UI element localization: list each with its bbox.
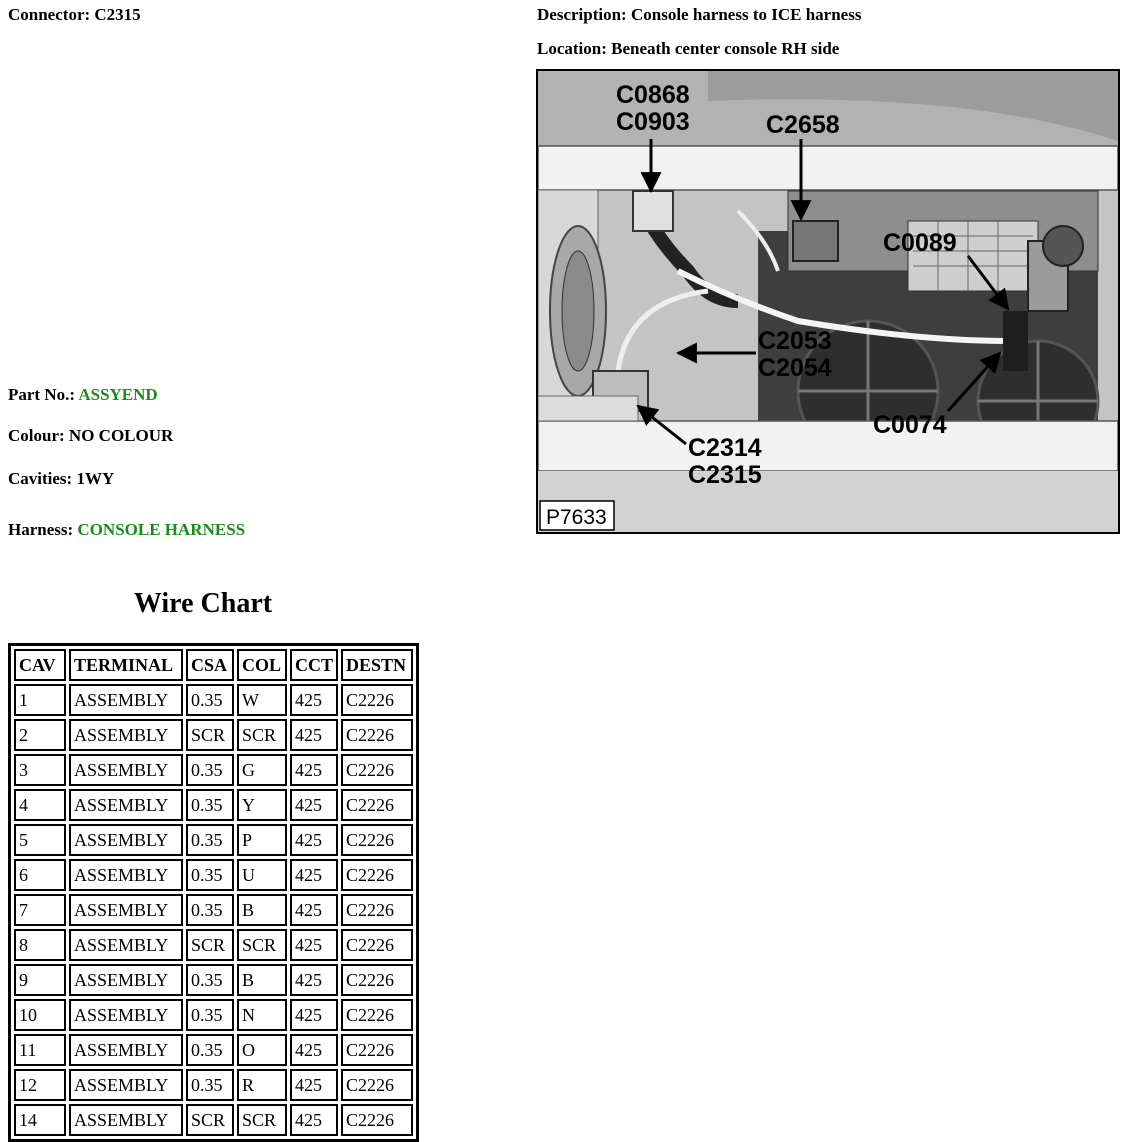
cell-cav: 5 [14, 824, 66, 856]
cell-terminal: ASSEMBLY [69, 789, 183, 821]
harness-field [8, 520, 245, 540]
cell-cav: 14 [14, 1104, 66, 1136]
cell-csa: SCR [186, 719, 234, 751]
cell-csa: 0.35 [186, 684, 234, 716]
cavities-value: 1WY [76, 469, 115, 488]
cell-col: N [237, 999, 287, 1031]
cell-col: R [237, 1069, 287, 1101]
cell-cav: 6 [14, 859, 66, 891]
cell-destn: C2226 [341, 684, 413, 716]
cell-col: SCR [237, 929, 287, 961]
callout-c2315: C2315 [688, 461, 762, 489]
cell-cav: 1 [14, 684, 66, 716]
cavities-label: Cavities: [8, 469, 73, 488]
cell-csa: 0.35 [186, 824, 234, 856]
cell-destn: C2226 [341, 789, 413, 821]
cell-col: B [237, 964, 287, 996]
cell-destn: C2226 [341, 1034, 413, 1066]
column-header-col: COL [237, 649, 287, 681]
description-value: Console harness to ICE harness [630, 5, 862, 24]
cavities-field [8, 469, 114, 489]
table-row [14, 789, 413, 821]
table-row [14, 964, 413, 996]
cell-cct: 425 [290, 964, 338, 996]
table-row [14, 684, 413, 716]
cell-csa: 0.35 [186, 964, 234, 996]
location-value: Beneath center console RH side [611, 39, 840, 58]
cell-destn: C2226 [341, 964, 413, 996]
cell-csa: 0.35 [186, 1069, 234, 1101]
cell-terminal: ASSEMBLY [69, 719, 183, 751]
column-header-destn: DESTN [341, 649, 413, 681]
table-row [14, 824, 413, 856]
cell-csa: 0.35 [186, 754, 234, 786]
cell-terminal: ASSEMBLY [69, 824, 183, 856]
cell-col: B [237, 894, 287, 926]
cell-cct: 425 [290, 754, 338, 786]
callout-c0074: C0074 [873, 411, 947, 439]
description-field [537, 5, 861, 25]
cell-cct: 425 [290, 999, 338, 1031]
table-row [14, 929, 413, 961]
cell-col: Y [237, 789, 287, 821]
cell-cct: 425 [290, 684, 338, 716]
cell-col: G [237, 754, 287, 786]
cell-cav: 10 [14, 999, 66, 1031]
cell-terminal: ASSEMBLY [69, 859, 183, 891]
harness-link[interactable]: CONSOLE HARNESS [77, 520, 246, 539]
cell-csa: SCR [186, 1104, 234, 1136]
cell-destn: C2226 [341, 929, 413, 961]
cell-terminal: ASSEMBLY [69, 964, 183, 996]
cell-terminal: ASSEMBLY [69, 929, 183, 961]
connector-field [8, 5, 141, 25]
colour-label: Colour: [8, 426, 65, 445]
cell-col: SCR [237, 1104, 287, 1136]
cell-csa: 0.35 [186, 1034, 234, 1066]
location-label: Location: [537, 39, 607, 58]
wire-chart-body [14, 684, 413, 1136]
cell-col: U [237, 859, 287, 891]
cell-terminal: ASSEMBLY [69, 1034, 183, 1066]
cell-cct: 425 [290, 789, 338, 821]
cell-destn: C2226 [341, 999, 413, 1031]
column-header-csa: CSA [186, 649, 234, 681]
cell-cct: 425 [290, 1104, 338, 1136]
table-row [14, 999, 413, 1031]
cell-csa: 0.35 [186, 859, 234, 891]
cell-cct: 425 [290, 1034, 338, 1066]
location-field [537, 39, 839, 59]
column-header-cct: CCT [290, 649, 338, 681]
cell-terminal: ASSEMBLY [69, 754, 183, 786]
cell-terminal: ASSEMBLY [69, 684, 183, 716]
callout-c0868: C0868 [616, 81, 690, 109]
part-no-field [8, 385, 158, 405]
table-row [14, 859, 413, 891]
callout-c2054: C2054 [758, 354, 832, 382]
cell-destn: C2226 [341, 719, 413, 751]
cell-csa: 0.35 [186, 999, 234, 1031]
colour-value: NO COLOUR [68, 426, 174, 445]
connector-label: Connector: [8, 5, 91, 24]
cell-destn: C2226 [341, 859, 413, 891]
description-label: Description: [537, 5, 627, 24]
part-no-label: Part No.: [8, 385, 76, 404]
cell-terminal: ASSEMBLY [69, 999, 183, 1031]
table-row [14, 1034, 413, 1066]
cell-csa: 0.35 [186, 894, 234, 926]
cell-cav: 11 [14, 1034, 66, 1066]
callout-c0089: C0089 [883, 229, 957, 257]
cell-destn: C2226 [341, 754, 413, 786]
wire-chart-title: Wire Chart [133, 588, 273, 619]
cell-cav: 4 [14, 789, 66, 821]
cell-destn: C2226 [341, 1104, 413, 1136]
cell-terminal: ASSEMBLY [69, 894, 183, 926]
cell-cav: 9 [14, 964, 66, 996]
wire-chart-header-row [14, 649, 413, 681]
column-header-cav: CAV [14, 649, 66, 681]
callout-c2658: C2658 [766, 111, 840, 139]
cell-cav: 8 [14, 929, 66, 961]
callout-c0903: C0903 [616, 108, 690, 136]
cell-cct: 425 [290, 719, 338, 751]
callout-c2314: C2314 [688, 434, 762, 462]
photo-illustration [538, 71, 1118, 532]
colour-field [8, 426, 173, 446]
cell-destn: C2226 [341, 824, 413, 856]
cell-col: P [237, 824, 287, 856]
connector-value: C2315 [94, 5, 141, 24]
harness-label: Harness: [8, 520, 74, 539]
table-row [14, 754, 413, 786]
table-row [14, 1069, 413, 1101]
cell-col: O [237, 1034, 287, 1066]
cell-terminal: ASSEMBLY [69, 1104, 183, 1136]
cell-col: SCR [237, 719, 287, 751]
callout-c2053: C2053 [758, 327, 832, 355]
cell-col: W [237, 684, 287, 716]
cell-cav: 2 [14, 719, 66, 751]
cell-terminal: ASSEMBLY [69, 1069, 183, 1101]
cell-cav: 3 [14, 754, 66, 786]
cell-cct: 425 [290, 894, 338, 926]
cell-cct: 425 [290, 859, 338, 891]
cell-cav: 7 [14, 894, 66, 926]
table-row [14, 1104, 413, 1136]
part-no-link[interactable]: ASSYEND [78, 385, 158, 404]
connector-location-photo [536, 69, 1120, 534]
cell-cav: 12 [14, 1069, 66, 1101]
table-row [14, 894, 413, 926]
wire-chart-table [8, 643, 419, 1142]
cell-csa: SCR [186, 929, 234, 961]
cell-destn: C2226 [341, 894, 413, 926]
column-header-terminal: TERMINAL [69, 649, 183, 681]
cell-destn: C2226 [341, 1069, 413, 1101]
photo-reference: P7633 [546, 506, 607, 529]
cell-cct: 425 [290, 929, 338, 961]
table-row [14, 719, 413, 751]
cell-csa: 0.35 [186, 789, 234, 821]
cell-cct: 425 [290, 824, 338, 856]
cell-cct: 425 [290, 1069, 338, 1101]
